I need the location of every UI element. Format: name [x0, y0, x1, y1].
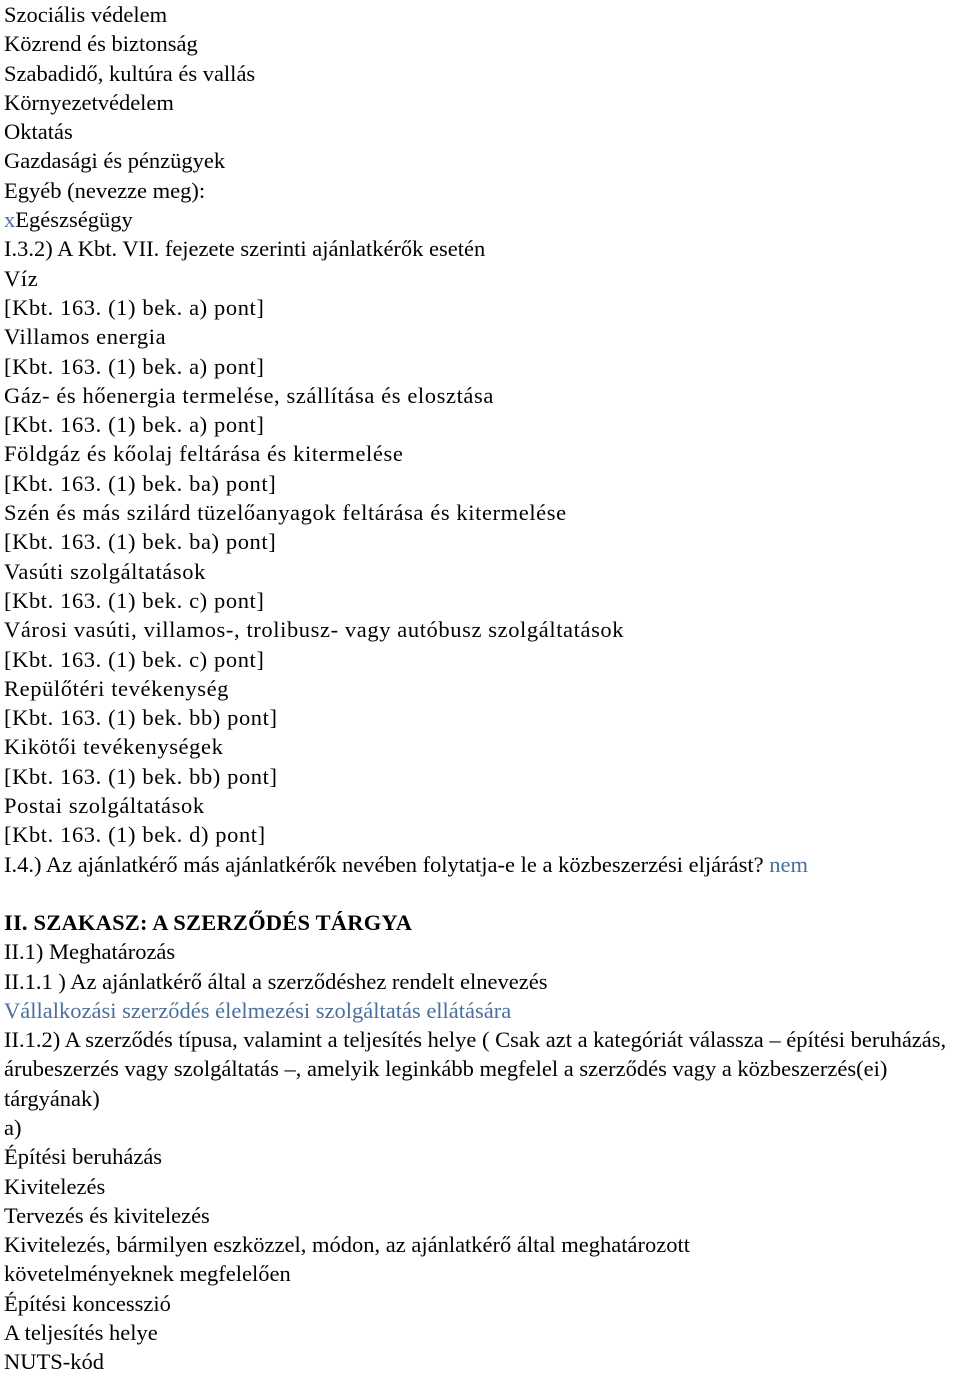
legal-reference: [Kbt. 163. (1) bek. bb) pont]	[4, 763, 278, 789]
sub-heading: II.1) Meghatározás	[4, 939, 176, 965]
section-i32	[4, 234, 958, 849]
sector-label: Városi vasúti, villamos-, trolibusz- vagy autóbusz szolgáltatások	[4, 617, 625, 643]
legal-reference: [Kbt. 163. (1) bek. d) pont]	[4, 822, 266, 848]
legal-reference: [Kbt. 163. (1) bek. a) pont]	[4, 353, 265, 379]
option-a: a)	[4, 1114, 22, 1140]
selected-sector-label: Egészségügy	[15, 207, 133, 233]
list-item: Építési koncesszió	[4, 1290, 171, 1316]
section-i4	[4, 850, 958, 879]
list-item: Közrend és biztonság	[4, 31, 198, 57]
list-item: Környezetvédelem	[4, 89, 174, 115]
list-item: Szabadidő, kultúra és vallás	[4, 60, 256, 86]
list-item: Tervezés és kivitelezés	[4, 1202, 210, 1228]
list-item: Gazdasági és pénzügyek	[4, 148, 226, 174]
section-heading: II. SZAKASZ: A SZERZŐDÉS TÁRGYA	[4, 909, 413, 935]
legal-reference: [Kbt. 163. (1) bek. a) pont]	[4, 412, 265, 438]
legal-reference: [Kbt. 163. (1) bek. ba) pont]	[4, 529, 277, 555]
list-item: Szociális védelem	[4, 2, 168, 27]
list-item: Kivitelezés	[4, 1173, 106, 1199]
legal-reference: [Kbt. 163. (1) bek. bb) pont]	[4, 705, 278, 731]
naming-value: Vállalkozási szerződés élelmezési szolgáltatás ellátására	[4, 997, 512, 1023]
section-heading: I.3.2) A Kbt. VII. fejezete szerinti ajánlatkérők esetén	[4, 236, 486, 262]
list-item: A teljesítés helye	[4, 1320, 158, 1346]
document-page	[4, 0, 958, 1377]
sector-label: Villamos energia	[4, 324, 167, 350]
type-paragraph: II.1.2) A szerződés típusa, valamint a teljesítés helye ( Csak azt a kategóriát válassza – építési beruházás, árubeszerzés vagy szolgáltatás –, amelyik leginkább megfelel a szerződés vagy a közbeszerzés(ei) tárgyának)	[4, 1027, 947, 1111]
sector-label: Vasúti szolgáltatások	[4, 558, 206, 584]
sector-label: Kikötői tevékenységek	[4, 734, 224, 760]
sector-label: Víz	[4, 265, 39, 291]
sector-list	[4, 0, 958, 234]
legal-reference: [Kbt. 163. (1) bek. a) pont]	[4, 294, 265, 320]
sector-label: Gáz- és hőenergia termelése, szállítása és elosztása	[4, 382, 494, 408]
legal-reference: [Kbt. 163. (1) bek. c) pont]	[4, 587, 265, 613]
list-item: NUTS-kód	[4, 1349, 104, 1375]
list-item: követelményeknek megfelelően	[4, 1261, 291, 1287]
section-ii	[4, 908, 958, 1377]
list-item: Oktatás	[4, 119, 73, 145]
list-item: Kivitelezés, bármilyen eszközzel, módon, az ajánlatkérő által meghatározott	[4, 1232, 690, 1258]
legal-reference: [Kbt. 163. (1) bek. c) pont]	[4, 646, 265, 672]
sector-label: Szén és más szilárd tüzelőanyagok feltárása és kitermelése	[4, 500, 567, 526]
selected-mark: x	[4, 207, 16, 233]
sector-label: Földgáz és kőolaj feltárása és kitermelése	[4, 441, 404, 467]
sector-label: Postai szolgáltatások	[4, 793, 205, 819]
sector-label: Repülőtéri tevékenység	[4, 675, 230, 701]
question-text: I.4.) Az ajánlatkérő más ajánlatkérők nevében folytatja-e le a közbeszerzési eljárást?	[4, 851, 764, 877]
answer-value: nem	[769, 851, 808, 877]
legal-reference: [Kbt. 163. (1) bek. ba) pont]	[4, 470, 277, 496]
naming-label: II.1.1 ) Az ajánlatkérő által a szerződéshez rendelt elnevezés	[4, 968, 548, 994]
list-item: Egyéb (nevezze meg):	[4, 177, 206, 203]
selected-sector	[4, 205, 958, 234]
list-item: Építési beruházás	[4, 1144, 163, 1170]
